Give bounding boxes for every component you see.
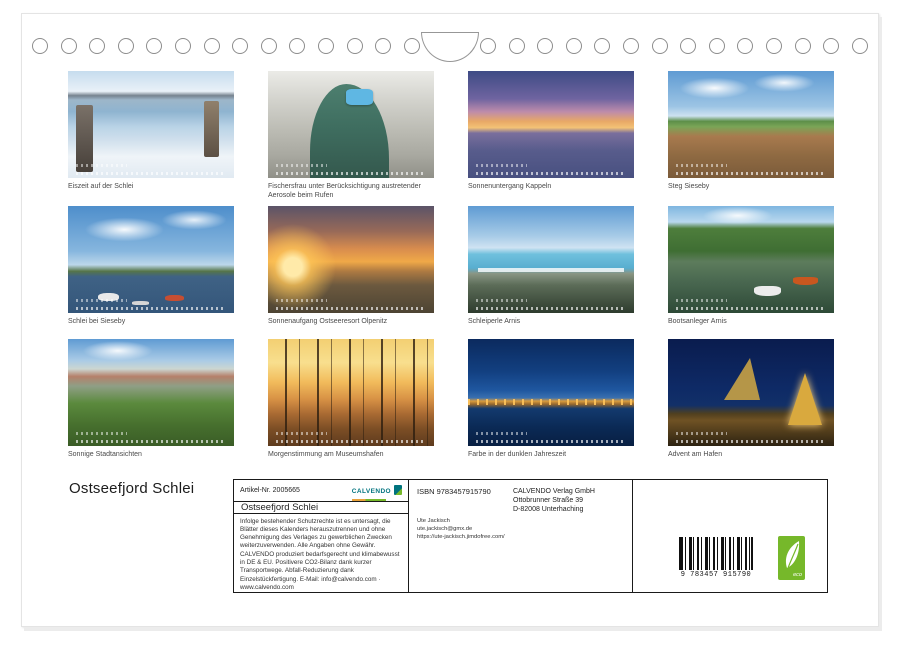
thumbnail-caption: Fischersfrau unter Berücksichtigung austretender Aerosole beim Rufen	[268, 183, 421, 200]
calendar-overlay	[276, 299, 425, 310]
thumbnail-caption: Farbe in der dunklen Jahreszeit	[468, 451, 567, 458]
binding-hole	[61, 38, 77, 54]
thumbnail-photo-museumshafen	[268, 339, 434, 446]
thumbnail-caption: Steg Sieseby	[668, 183, 710, 190]
binding-hole	[652, 38, 668, 54]
binding-hole	[261, 38, 277, 54]
author-website: https://ute-jackisch.jimdofree.com/	[417, 533, 505, 540]
thumbnail-caption: Eiszeit auf der Schlei	[68, 183, 134, 190]
month-thumbnail	[668, 206, 834, 326]
publisher-name: CALVENDO Verlag GmbH	[513, 488, 595, 495]
month-thumbnail	[268, 71, 434, 201]
month-thumbnail	[468, 71, 634, 191]
thumbnail-photo-schlei-sieseby	[68, 206, 234, 313]
month-thumbnail	[68, 71, 234, 191]
calvendo-book-icon	[394, 485, 402, 495]
binding-holes-left	[32, 38, 420, 54]
binding-hole	[709, 38, 725, 54]
hanger-cutout	[421, 32, 479, 62]
binding-hole	[89, 38, 105, 54]
calendar-title-row	[234, 502, 408, 514]
month-thumbnail	[68, 339, 234, 459]
isbn-number: ISBN 9783457915790	[417, 487, 491, 496]
eco-label: eco	[793, 572, 802, 578]
calvendo-logo	[352, 480, 402, 501]
month-thumbnail	[68, 206, 234, 326]
binding-hole	[175, 38, 191, 54]
binding-hole	[375, 38, 391, 54]
thumbnail-photo-eiszeit	[68, 71, 234, 178]
thumbnail-photo-schleiperle	[468, 206, 634, 313]
infobox-middle-column	[409, 480, 633, 592]
month-thumbnail	[468, 206, 634, 326]
author-name: Ute Jackisch	[417, 518, 450, 524]
binding-hole	[232, 38, 248, 54]
spiral-binding	[32, 26, 868, 66]
binding-hole	[537, 38, 553, 54]
calendar-overlay	[76, 164, 225, 175]
binding-hole	[204, 38, 220, 54]
thumbnail-caption: Morgenstimmung am Museumshafen	[268, 451, 384, 458]
binding-hole	[146, 38, 162, 54]
month-thumbnail	[268, 339, 434, 459]
thumbnail-photo-sonnenuntergang	[468, 71, 634, 178]
calvendo-wordmark	[352, 480, 391, 501]
article-number-row	[234, 480, 408, 502]
legal-text: Infolge bestehender Schutzrechte ist es untersagt, die Blätter dieses Kalenders herauszutrennen und ohne Genehmigung des Verlages zu gewerblichen Zwecken weiterzuverwenden. Alle Angaben ohne Gewähr. CALVENDO produziert bedarfsgerecht und klimabewusst in DE & EU. Positivere CO2-Bilanz dank kurzer Transportwege. Abfall-Reduzierung dank Einzelstückfertigung. E-Mail: info@calvendo.com · www.calvendo.com	[240, 517, 400, 591]
publisher-infobox	[233, 479, 828, 593]
binding-hole	[32, 38, 48, 54]
thumbnail-photo-stadtansichten	[68, 339, 234, 446]
calendar-overlay	[76, 432, 225, 443]
calendar-overlay	[276, 164, 425, 175]
binding-hole	[509, 38, 525, 54]
binding-hole	[404, 38, 420, 54]
calendar-overlay	[276, 432, 425, 443]
binding-hole	[795, 38, 811, 54]
thumbnail-caption: Sonnige Stadtansichten	[68, 451, 142, 458]
thumbnail-photo-steg	[668, 71, 834, 178]
article-number: Artikel-Nr. 2005665	[240, 486, 300, 494]
thumbnail-caption: Advent am Hafen	[668, 451, 723, 458]
calendar-overlay	[476, 432, 625, 443]
binding-hole	[594, 38, 610, 54]
thumbnail-caption: Schleiperle Arnis	[468, 318, 521, 325]
month-thumbnail	[268, 206, 434, 326]
calendar-overlay	[476, 299, 625, 310]
page-title: Ostseefjord Schlei	[69, 480, 195, 497]
publisher-address	[513, 487, 595, 514]
thumbnail-photo-dunkle-jahreszeit	[468, 339, 634, 446]
calvendo-logo-underline	[352, 499, 386, 501]
thumbnail-caption: Sonnenuntergang Kappeln	[468, 183, 552, 190]
barcode-digits: 9 783457 915790	[680, 571, 752, 579]
binding-hole	[852, 38, 868, 54]
binding-hole	[347, 38, 363, 54]
thumbnail-photo-bootsanleger	[668, 206, 834, 313]
publisher-city: D-82008 Unterhaching	[513, 506, 584, 514]
binding-hole	[480, 38, 496, 54]
calendar-overlay	[76, 299, 225, 310]
binding-hole	[823, 38, 839, 54]
binding-hole	[766, 38, 782, 54]
thumbnail-photo-fischersfrau	[268, 71, 434, 178]
author-contact	[417, 518, 505, 541]
binding-hole	[623, 38, 639, 54]
calendar-title: Ostseefjord Schlei	[241, 501, 319, 513]
eco-logo	[778, 536, 805, 580]
infobox-right-column	[633, 480, 827, 592]
binding-hole	[289, 38, 305, 54]
month-thumbnail	[668, 339, 834, 459]
binding-hole	[318, 38, 334, 54]
calendar-overlay	[676, 432, 825, 443]
ean-barcode	[679, 537, 753, 579]
binding-hole	[566, 38, 582, 54]
binding-hole	[737, 38, 753, 54]
month-thumbnail	[668, 71, 834, 191]
thumbnail-photo-sonnenaufgang	[268, 206, 434, 313]
binding-hole	[680, 38, 696, 54]
binding-hole	[118, 38, 134, 54]
calendar-overlay	[676, 164, 825, 175]
thumbnail-photo-advent	[668, 339, 834, 446]
calendar-overlay	[676, 299, 825, 310]
barcode-bars	[679, 537, 753, 570]
author-email: ute.jackisch@gmx.de	[417, 525, 473, 532]
thumbnail-caption: Bootsanleger Arnis	[668, 318, 727, 325]
leaf-icon	[780, 539, 803, 573]
thumbnail-caption: Schlei bei Sieseby	[68, 318, 126, 325]
binding-holes-right	[480, 38, 868, 54]
publisher-street: Ottobrunner Straße 39	[513, 497, 584, 505]
month-thumbnail	[468, 339, 634, 459]
thumbnail-caption: Sonnenaufgang Ostseeresort Olpenitz	[268, 318, 388, 325]
infobox-left-column	[234, 480, 409, 592]
calendar-overlay	[476, 164, 625, 175]
calendar-back-page	[21, 13, 879, 627]
calvendo-logo-text: CALVENDO	[351, 488, 391, 495]
